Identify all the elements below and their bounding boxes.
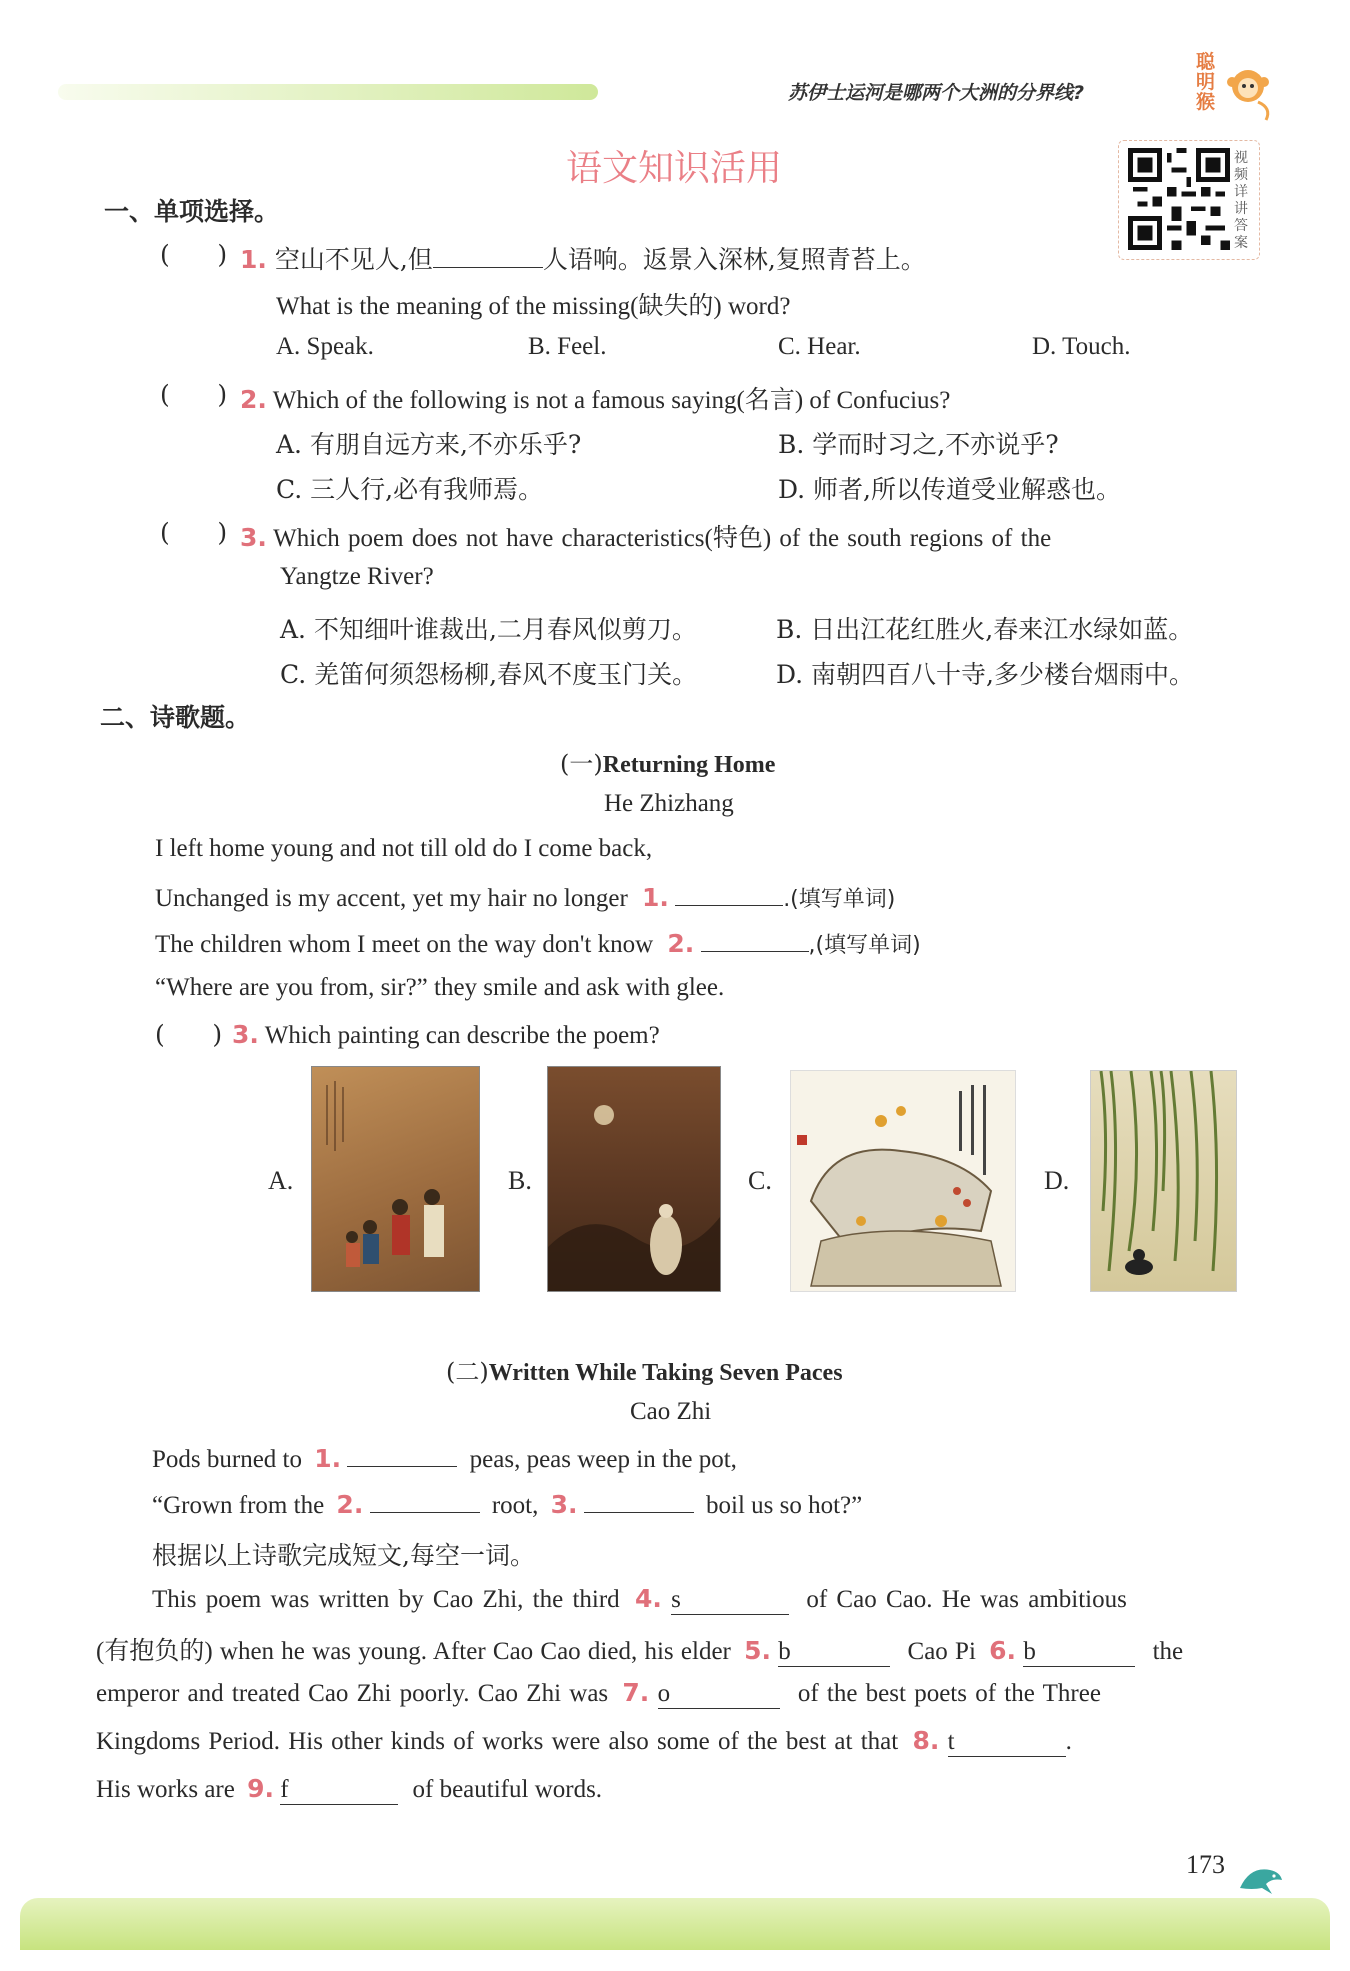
passage-line4-a: Kingdoms Period. His other kinds of works were also some of the best at that xyxy=(96,1728,899,1755)
q2-option-b[interactable]: B. 学而时习之,不亦说乎? xyxy=(778,430,1059,459)
passage-line4 xyxy=(96,1726,1072,1757)
passage-line5 xyxy=(96,1774,602,1805)
q3-text-2: Yangtze River? xyxy=(280,563,434,590)
painting-d-label: D. xyxy=(1044,1166,1070,1195)
poem2-blank2[interactable] xyxy=(370,1512,480,1513)
passage-line2-b: Cao Pi xyxy=(907,1638,976,1665)
mascot-name: 聪明猴 xyxy=(1196,51,1216,113)
passage-blank7-letter: o xyxy=(657,1680,671,1707)
passage-line2-a: (有抱负的) when he was young. After Cao Cao died, his elder xyxy=(96,1638,731,1665)
painting-a-label: A. xyxy=(268,1166,294,1195)
poem1-q3-text: Which painting can describe the poem? xyxy=(264,1022,660,1049)
poem1-q3-number: 3. xyxy=(232,1020,259,1049)
poem1-line3-text: The children whom I meet on the way don't know xyxy=(155,931,654,958)
poem1-title-text: Returning Home xyxy=(602,752,776,778)
q2-stem xyxy=(240,380,950,416)
q1-english: What is the meaning of the missing(缺失的) word? xyxy=(276,293,791,320)
page-title: 语文知识活用 xyxy=(566,148,783,189)
poem1-line3 xyxy=(155,928,921,959)
poem1-title xyxy=(560,744,775,779)
poem1-title-prefix: (一) xyxy=(560,750,603,778)
q2-option-c[interactable]: C. 三人行,必有我师焉。 xyxy=(276,475,544,504)
passage-blank6-letter: b xyxy=(1023,1638,1036,1665)
poem2-line1-b: peas, peas weep in the pot, xyxy=(469,1446,737,1473)
qr-code[interactable] xyxy=(1128,148,1230,250)
passage-line3-b: of the best poets of the Three xyxy=(797,1680,1101,1707)
passage-blank4[interactable] xyxy=(671,1586,789,1615)
poem2-line2-a: “Grown from the xyxy=(152,1492,325,1519)
q2-option-a[interactable]: A. 有朋自远方来,不亦乐乎? xyxy=(276,430,582,459)
q1-option-b[interactable]: B. Feel. xyxy=(528,333,607,360)
passage-blank8[interactable] xyxy=(948,1728,1066,1757)
footer-decor-bar xyxy=(20,1898,1330,1950)
poem1-blank2-number: 2. xyxy=(667,929,695,958)
passage-blank7[interactable] xyxy=(658,1680,780,1709)
q3-number: 3. xyxy=(240,523,267,552)
q1-text-b: 人语响。返景入深林,复照青苔上。 xyxy=(542,245,926,274)
passage-blank9-letter: f xyxy=(280,1776,289,1803)
poem2-title-text: Written While Taking Seven Paces xyxy=(488,1360,843,1386)
q1-option-c[interactable]: C. Hear. xyxy=(778,333,861,360)
q1-option-a[interactable]: A. Speak. xyxy=(276,333,374,360)
poem2-line2-b: root, xyxy=(491,1492,539,1519)
poem1-blank1-number: 1. xyxy=(642,883,669,912)
painting-b[interactable] xyxy=(547,1066,721,1292)
q3-option-d[interactable]: D. 南朝四百八十寺,多少楼台烟雨中。 xyxy=(776,660,1194,689)
poem2-line2-c: boil us so hot?” xyxy=(706,1492,863,1519)
poem1-q3 xyxy=(232,1020,660,1050)
q3-option-c[interactable]: C. 羌笛何须怨杨柳,春风不度玉门关。 xyxy=(280,660,698,689)
header-question: 苏伊士运河是哪两个大洲的分界线? xyxy=(788,82,1085,104)
q2-option-d[interactable]: D. 师者,所以传道受业解惑也。 xyxy=(778,475,1121,504)
q1-answer-bracket[interactable]: ( ) xyxy=(160,240,228,269)
poem2-blank3-number: 3. xyxy=(550,1490,578,1519)
poem2-instruction: 根据以上诗歌完成短文,每空一词。 xyxy=(152,1541,535,1570)
q2-answer-bracket[interactable]: ( ) xyxy=(160,380,228,409)
passage-line5-b: of beautiful words. xyxy=(412,1776,603,1803)
poem2-blank2-number: 2. xyxy=(336,1490,364,1519)
poem2-blank1[interactable] xyxy=(347,1466,457,1467)
q3-option-a[interactable]: A. 不知细叶谁裁出,二月春风似剪刀。 xyxy=(280,615,697,644)
painting-b-label: B. xyxy=(508,1166,532,1195)
passage-blank9-number: 9. xyxy=(247,1774,275,1803)
poem2-author: Cao Zhi xyxy=(630,1398,712,1425)
painting-c[interactable] xyxy=(790,1070,1016,1292)
passage-blank8-letter: t xyxy=(947,1728,955,1755)
poem1-line2 xyxy=(155,882,895,913)
qr-side-text: 视频详讲答案 xyxy=(1234,150,1248,251)
passage-blank4-letter: s xyxy=(671,1586,681,1613)
passage-blank8-number: 8. xyxy=(912,1726,940,1755)
page-number: 173 xyxy=(1186,1850,1225,1879)
q3-answer-bracket[interactable]: ( ) xyxy=(160,518,228,547)
painting-a[interactable] xyxy=(311,1066,480,1292)
header-decor-bar xyxy=(58,84,598,100)
poem2-blank3[interactable] xyxy=(584,1512,694,1513)
passage-line2-c: the xyxy=(1152,1638,1184,1665)
poem2-line1-a: Pods burned to xyxy=(152,1446,302,1473)
poem1-blank1[interactable] xyxy=(675,905,783,906)
passage-line4-end: . xyxy=(1065,1728,1072,1755)
passage-blank4-number: 4. xyxy=(634,1584,662,1613)
poem2-line2 xyxy=(152,1490,862,1520)
q1-blank[interactable] xyxy=(433,267,543,268)
q3-option-b[interactable]: B. 日出江花红胜火,春来江水绿如蓝。 xyxy=(776,615,1194,644)
q2-text: Which of the following is not a famous saying(名言) of Confucius? xyxy=(272,387,951,414)
poem1-line2-hint: .(填写单词) xyxy=(783,887,896,912)
poem1-blank2[interactable] xyxy=(701,951,809,952)
poem2-blank1-number: 1. xyxy=(314,1444,342,1473)
painting-d[interactable] xyxy=(1090,1070,1237,1292)
passage-line3-a: emperor and treated Cao Zhi poorly. Cao Zhi was xyxy=(96,1680,609,1707)
passage-line1-b: of Cao Cao. He was ambitious xyxy=(806,1586,1127,1613)
passage-blank6-number: 6. xyxy=(989,1636,1017,1665)
poem1-line2-text: Unchanged is my accent, yet my hair no longer xyxy=(155,885,628,912)
q2-number: 2. xyxy=(240,385,267,414)
q1-text-a: 空山不见人,但 xyxy=(274,245,433,274)
q1-stem xyxy=(240,240,926,276)
passage-blank6[interactable] xyxy=(1023,1638,1135,1667)
dolphin-icon xyxy=(1236,1860,1286,1900)
q3-stem xyxy=(240,518,1051,554)
poem1-line4: “Where are you from, sir?” they smile and ask with glee. xyxy=(155,974,725,1001)
passage-line1-a: This poem was written by Cao Zhi, the third xyxy=(152,1586,620,1613)
passage-blank5[interactable] xyxy=(778,1638,890,1667)
passage-blank9[interactable] xyxy=(280,1776,398,1805)
passage-line2 xyxy=(96,1631,1183,1667)
passage-blank7-number: 7. xyxy=(622,1678,650,1707)
painting-c-label: C. xyxy=(748,1166,772,1195)
poem1-q3-bracket[interactable]: ( ) xyxy=(155,1020,223,1049)
mascot-logo xyxy=(1196,52,1274,124)
passage-line5-a: His works are xyxy=(96,1776,235,1803)
q1-number: 1. xyxy=(240,245,267,274)
q1-option-d[interactable]: D. Touch. xyxy=(1032,333,1131,360)
section1-title: 一、单项选择。 xyxy=(104,197,280,226)
poem1-line1: I left home young and not till old do I come back, xyxy=(155,835,653,862)
section2-title: 二、诗歌题。 xyxy=(100,703,251,732)
passage-blank5-number: 5. xyxy=(744,1636,772,1665)
q3-text-1: Which poem does not have characteristics(特色) of the south regions of the xyxy=(273,525,1052,552)
poem1-line3-hint: ,(填写单词) xyxy=(808,933,921,958)
passage-line1 xyxy=(152,1584,1127,1615)
poem1-author: He Zhizhang xyxy=(604,790,734,817)
passage-line3 xyxy=(96,1678,1101,1709)
passage-blank5-letter: b xyxy=(778,1638,791,1665)
poem2-line1 xyxy=(152,1444,737,1474)
poem2-title xyxy=(446,1352,843,1387)
poem2-title-prefix: (二) xyxy=(446,1358,489,1386)
